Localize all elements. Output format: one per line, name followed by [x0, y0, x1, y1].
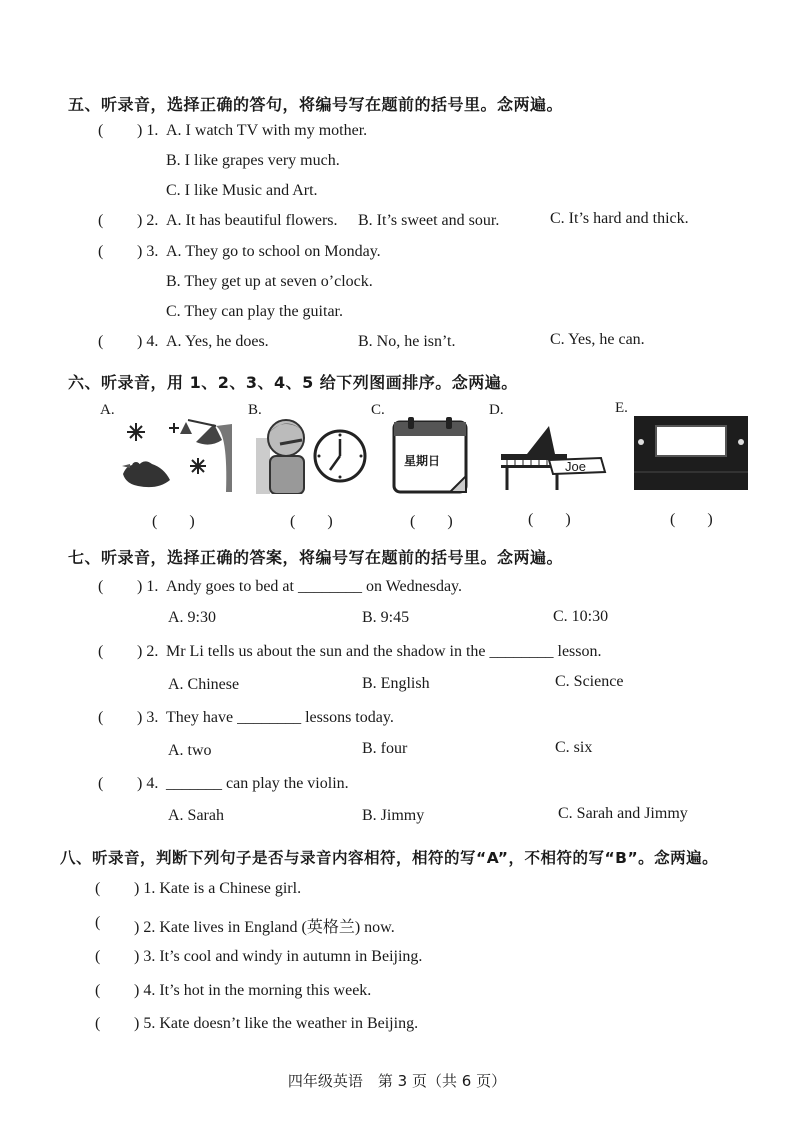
piano-image	[497, 420, 607, 492]
question-number: ) 3.	[137, 709, 159, 726]
answer-paren[interactable]: (	[98, 122, 104, 139]
statement-text: ) 2. Kate lives in England (英格兰) now.	[134, 919, 395, 936]
option-a: A. I watch TV with my mother.	[166, 122, 368, 139]
calendar-image	[390, 416, 470, 494]
answer-paren[interactable]: (	[95, 948, 101, 965]
option-c: C. I like Music and Art.	[166, 182, 318, 199]
answer-paren[interactable]: (	[98, 643, 104, 660]
option-b: B. It’s sweet and sour.	[358, 212, 500, 229]
option-c: C. Yes, he can.	[550, 331, 645, 348]
answer-paren[interactable]: (	[95, 1015, 101, 1032]
question-number: ) 1.	[137, 122, 159, 139]
order-blank-a[interactable]: ( )	[152, 513, 195, 530]
question-stem: They have ________ lessons today.	[166, 709, 394, 726]
option-b: B. They get up at seven o’clock.	[166, 273, 373, 290]
option-b: B. No, he isn’t.	[358, 333, 456, 350]
option-a: A. Yes, he does.	[166, 333, 269, 350]
picture-c-letter: C.	[371, 402, 385, 418]
question-number: ) 4.	[137, 775, 159, 792]
option-c: C. They can play the guitar.	[166, 303, 343, 320]
page-footer: 四年级英语 第 3 页（共 6 页）	[287, 1072, 507, 1090]
option-a: A. two	[168, 742, 212, 759]
order-blank-d[interactable]: ( )	[528, 511, 571, 528]
option-c: C. 10:30	[553, 608, 609, 625]
answer-paren[interactable]: (	[95, 880, 101, 897]
statement-text: ) 3. It’s cool and windy in autumn in Beijing.	[134, 948, 423, 965]
order-blank-e[interactable]: ( )	[670, 511, 713, 528]
snow-bird-bells-image	[118, 414, 232, 496]
piano-label-text: Joe	[565, 459, 586, 474]
option-c: C. Sarah and Jimmy	[558, 805, 688, 822]
picture-b-letter: B.	[248, 402, 262, 418]
option-a: A. 9:30	[168, 609, 216, 626]
option-c: C. Science	[555, 673, 624, 690]
option-a: A. Chinese	[168, 676, 240, 693]
answer-paren[interactable]: (	[98, 775, 104, 792]
option-c: C. six	[555, 739, 593, 756]
question-number: ) 2.	[137, 212, 159, 229]
question-stem: _______ can play the violin.	[166, 775, 349, 792]
question-number: ) 2.	[137, 643, 159, 660]
picture-d-letter: D.	[489, 402, 504, 418]
blackboard-image	[634, 416, 748, 490]
option-b: B. I like grapes very much.	[166, 152, 340, 169]
boy-clock-image	[256, 416, 368, 494]
section-6-heading: 六、听录音，用 1、2、3、4、5 给下列图画排序。念两遍。	[68, 373, 518, 392]
answer-paren[interactable]: (	[98, 243, 104, 260]
order-blank-c[interactable]: ( )	[410, 513, 453, 530]
question-stem: Andy goes to bed at ________ on Wednesday.	[166, 578, 462, 595]
answer-paren[interactable]: (	[98, 709, 104, 726]
option-b: B. Jimmy	[362, 807, 425, 824]
statement-text: ) 4. It’s hot in the morning this week.	[134, 982, 372, 999]
statement-text: ) 5. Kate doesn’t like the weather in Beijing.	[134, 1015, 419, 1032]
section-8-heading: 八、听录音，判断下列句子是否与录音内容相符，相符的写“A”，不相符的写“B”。念两遍。	[60, 849, 719, 867]
order-blank-b[interactable]: ( )	[290, 513, 333, 530]
answer-paren[interactable]: (	[95, 982, 101, 999]
answer-paren[interactable]: (	[95, 914, 101, 931]
option-b: B. English	[362, 675, 430, 692]
question-number: ) 4.	[137, 333, 159, 350]
question-number: ) 1.	[137, 578, 159, 595]
statement-text: ) 1. Kate is a Chinese girl.	[134, 880, 302, 897]
option-b: B. 9:45	[362, 609, 410, 626]
option-b: B. four	[362, 740, 408, 757]
section-5-heading: 五、听录音，选择正确的答句，将编号写在题前的括号里。念两遍。	[68, 95, 564, 114]
option-a: A. They go to school on Monday.	[166, 243, 381, 260]
question-stem: Mr Li tells us about the sun and the shadow in the ________ lesson.	[166, 643, 602, 660]
answer-paren[interactable]: (	[98, 578, 104, 595]
picture-a-letter: A.	[100, 402, 115, 418]
option-a: A. It has beautiful flowers.	[166, 212, 338, 229]
answer-paren[interactable]: (	[98, 212, 104, 229]
section-7-heading: 七、听录音，选择正确的答案，将编号写在题前的括号里。念两遍。	[68, 548, 564, 567]
option-a: A. Sarah	[168, 807, 224, 824]
option-c: C. It’s hard and thick.	[550, 210, 689, 227]
picture-e-letter: E.	[615, 400, 628, 416]
calendar-text: 星期日	[404, 454, 441, 468]
answer-paren[interactable]: (	[98, 333, 104, 350]
question-number: ) 3.	[137, 243, 159, 260]
